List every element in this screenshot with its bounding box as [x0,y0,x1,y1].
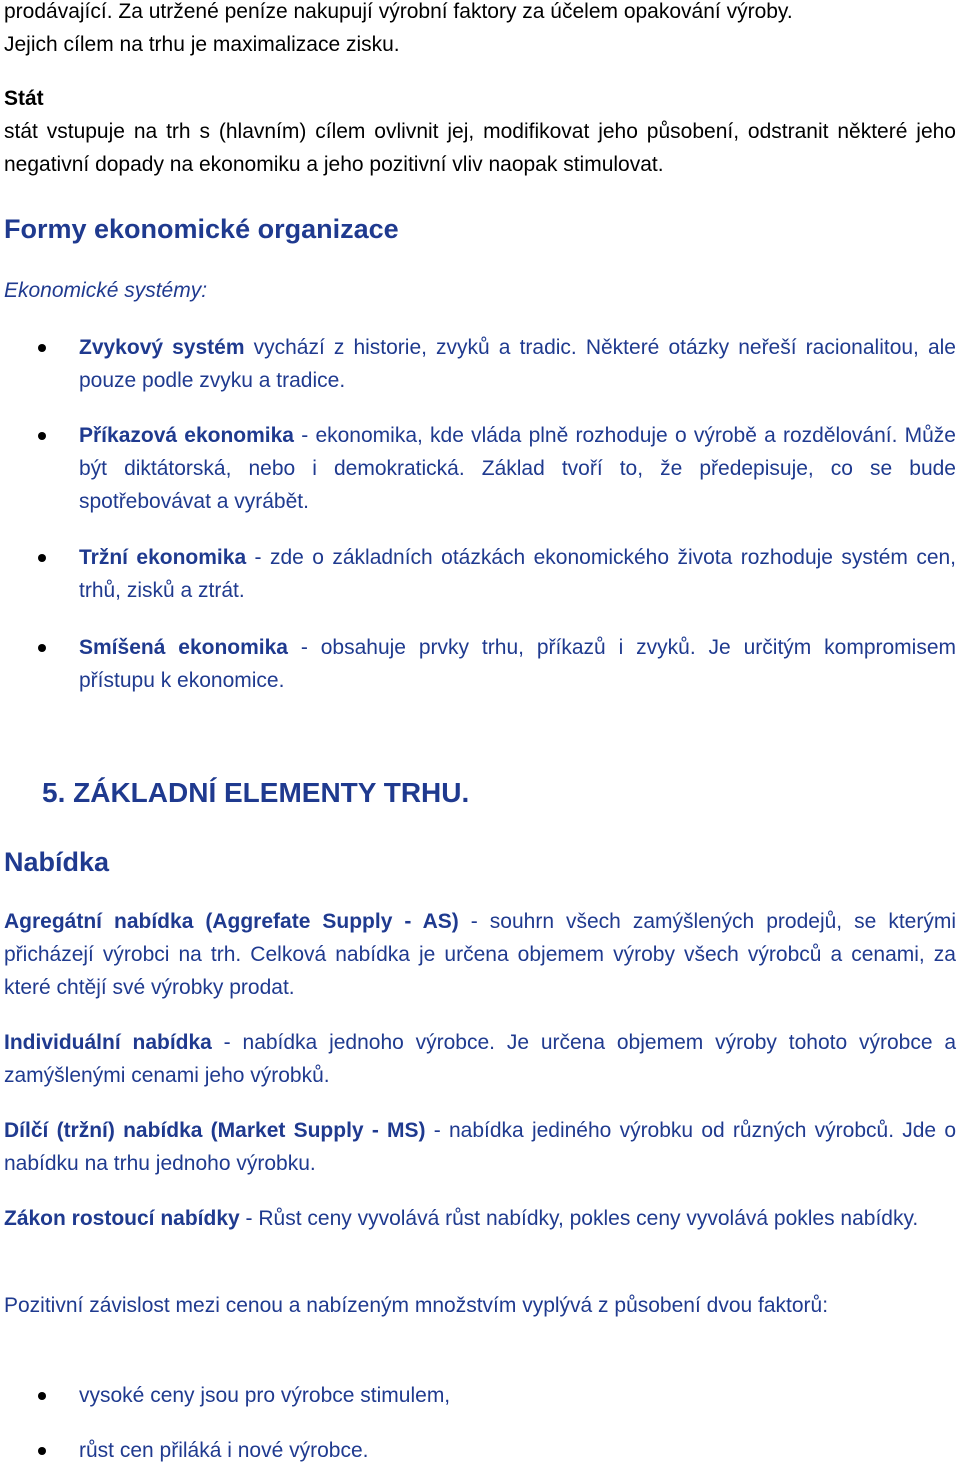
individualni-nabidka-paragraph [4,1026,956,1092]
list-item: vysoké ceny jsou pro výrobce stimulem, [79,1384,451,1407]
item-term: Zvykový systém [79,336,245,359]
dilci-text: - nabídka jediného výrobku od různých výrobců. Jde o nabídku na trhu jednoho výrobku. [4,1119,957,1175]
individualni-term: Individuální nabídka [4,1031,212,1054]
dilci-nabidka-paragraph [4,1114,956,1180]
item-term: Příkazová ekonomika [79,424,294,447]
individualni-text: - nabídka jednoho výrobce. Je určena objemem výroby tohoto výrobce a zamýšlenými cenami jeho výrobků. [4,1031,957,1087]
bullet-icon [38,644,46,652]
intro-line-2: Jejich cílem na trhu je maximalizace zisku. [4,33,400,56]
zakon-paragraph [4,1202,956,1235]
item-text: vychází z historie, zvyků a tradic. Některé otázky neřeší racionalitou, ale pouze podle zvyku a tradice. [79,336,956,392]
item-text: - ekonomika, kde vláda plně rozhoduje o výrobě a rozdělování. Může být diktátorská, nebo i demokratická. Základ tvoří to, že předepisuje, co se bude spotřebovávat a vyrábět. [79,424,956,513]
bullet-icon [38,1447,46,1455]
formy-heading: Formy ekonomické organizace [4,214,399,244]
stat-title: Stát [4,87,44,110]
item-term: Tržní ekonomika [79,546,247,569]
agregatni-nabidka-paragraph [4,905,956,1004]
stat-text: stát vstupuje na trh s (hlavním) cílem ovlivnit jej, modifikovat jeho působení, odstranit některé jeho negativní dopady na ekonomiku a jeho pozitivní vliv naopak stimulovat. [4,120,956,176]
bullet-icon [38,1392,46,1400]
list-item [79,331,956,397]
formy-subheading: Ekonomické systémy: [4,279,208,302]
bullet-icon [38,432,46,440]
item-text: - zde o základních otázkách ekonomického života rozhoduje systém cen, trhů, zisků a ztrát. [79,546,957,602]
bullet-icon [38,344,46,352]
zakon-term: Zákon rostoucí nabídky [4,1207,240,1230]
bullet-icon [38,554,46,562]
nabidka-heading: Nabídka [4,847,110,877]
dilci-term: Dílčí (tržní) nabídka (Market Supply - MS) [4,1119,426,1142]
item-text: - obsahuje prvky trhu, příkazů i zvyků. Je určitým kompromisem přístupu k ekonomice. [79,636,957,692]
list-item [79,541,956,607]
section-heading: 5. ZÁKLADNÍ ELEMENTY TRHU. [42,777,470,808]
pozitivni-zavislost-paragraph: Pozitivní závislost mezi cenou a nabízeným množstvím vyplývá z působení dvou faktorů: [4,1294,829,1317]
list-item: růst cen přiláká i nové výrobce. [79,1439,369,1462]
agregatni-term: Agregátní nabídka (Aggrefate Supply - AS) [4,910,459,933]
list-item [79,419,956,518]
item-term: Smíšená ekonomika [79,636,288,659]
agregatni-text: - souhrn všech zamýšlených prodejů, se kterými přicházejí výrobci na trh. Celková nabídka je určena objemem výroby všech výrobců a cenami, za které chtějí své výrobky prodat. [4,910,956,999]
list-item [79,631,956,697]
intro-line-1: prodávající. Za utržené peníze nakupují výrobní faktory za účelem opakování výroby. [4,0,793,23]
zakon-text: - Růst ceny vyvolává růst nabídky, pokles ceny vyvolává pokles nabídky. [239,1207,919,1230]
